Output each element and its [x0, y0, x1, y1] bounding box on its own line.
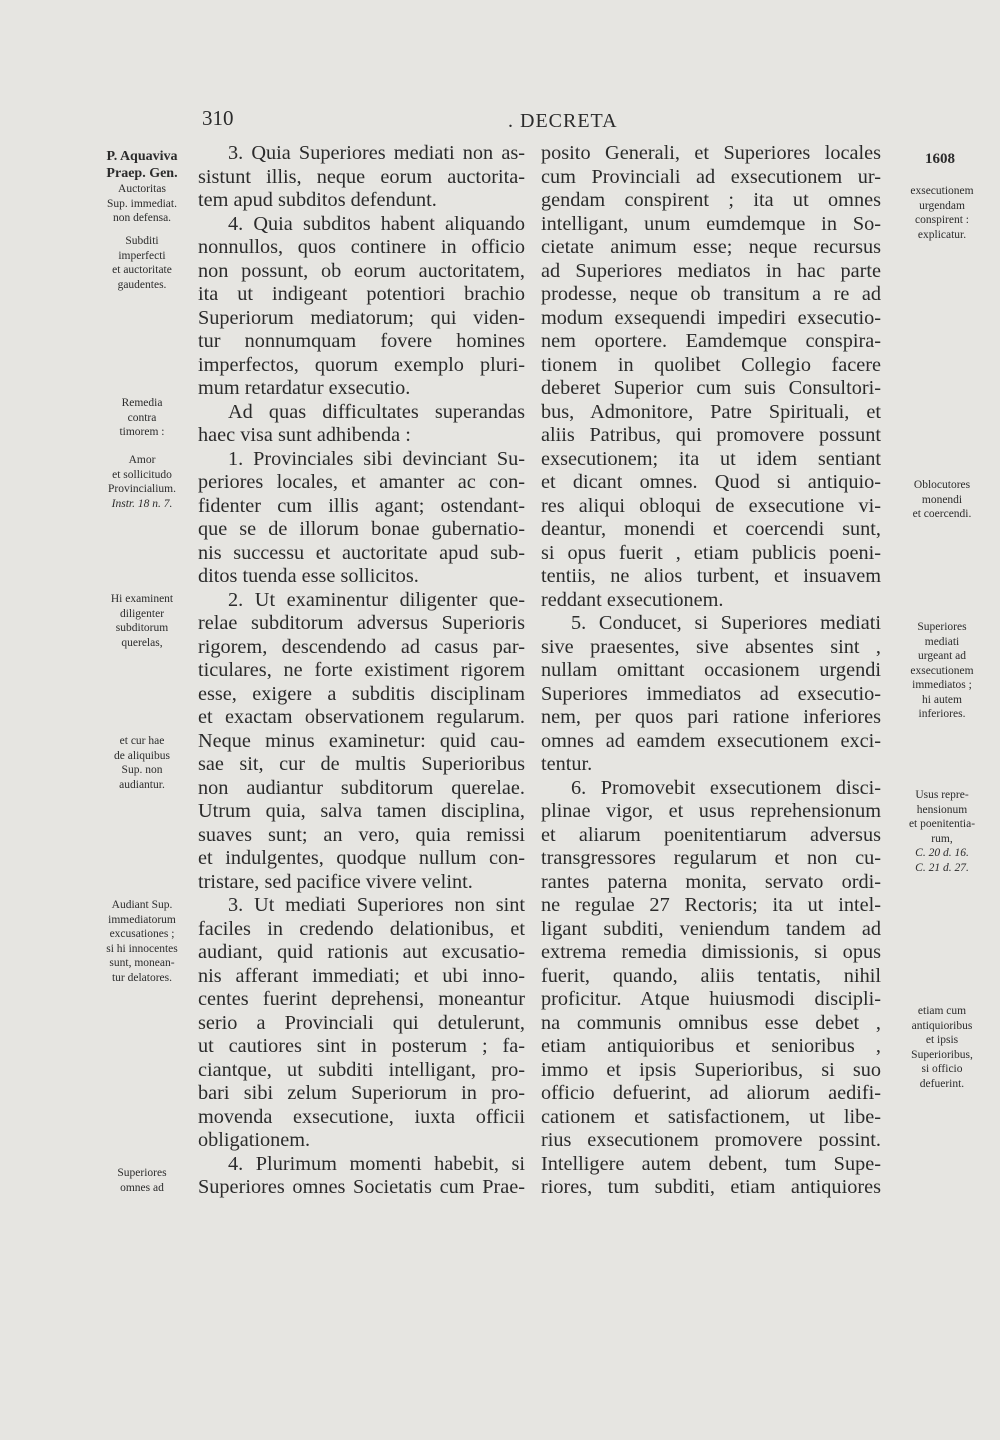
text-line: obligationem. [198, 1129, 311, 1151]
margin-note [896, 1004, 988, 1091]
margin-note-line: etiam cum [917, 1005, 967, 1017]
author-line: P. Aquaviva [106, 149, 178, 164]
margin-note-line: et coercendi. [912, 508, 972, 520]
margin-note-line: excusationes ; [109, 928, 175, 940]
text-line: 1. Provinciales sibi devinciant Su- [228, 447, 525, 470]
text-line: tentur. [541, 753, 593, 775]
text-line: ita ut indigeant potentiori brachio [198, 283, 525, 305]
margin-note-line: Subditi [125, 235, 159, 247]
margin-note-line: timorem : [119, 426, 165, 438]
margin-note [97, 396, 187, 440]
margin-note-line: de aliquibus [114, 749, 170, 762]
margin-note [896, 184, 988, 242]
year-sidenote: 1608 [925, 151, 955, 167]
margin-note-line: hensionum [916, 803, 968, 816]
text-line: ad Superiores mediatos in hac parte [541, 259, 881, 282]
margin-note-line: diligenter [119, 607, 165, 620]
text-line: suaves sunt; an vero, quia remissi [198, 823, 525, 846]
margin-note [896, 620, 988, 722]
author-line: Praep. Gen. [106, 166, 178, 181]
margin-note-line: Hi examinent [110, 593, 174, 605]
text-line: et indulgentes, quodque nullum con- [198, 847, 525, 869]
text-line: tentiis, ne alios turbent, et insuavem [541, 565, 881, 587]
text-column-right [541, 142, 881, 1200]
text-line: ut cautiores sint in posterum ; fa- [198, 1035, 525, 1057]
text-line: rantes paterna monita, servato ordi- [541, 870, 881, 893]
margin-note-line: exsecutionem [910, 185, 974, 197]
margin-note-line: Usus repre- [915, 789, 969, 801]
text-line: posito Generali, et Superiores locales [541, 142, 881, 164]
text-line: bari sibi zelum Superiorum in pro- [198, 1082, 525, 1104]
text-line: exsecutionem; ita ut idem sentiant [541, 447, 881, 470]
text-line: si opus fuerit , etiam publicis poeni- [541, 541, 881, 564]
text-line: movenda exsecutione, iuxta officii [198, 1105, 525, 1128]
margin-note [896, 478, 988, 522]
text-line: imperfectos, quorum exemplo pluri- [198, 353, 525, 376]
text-line: proficitur. Atque huiusmodi discipli- [541, 988, 881, 1010]
text-line: prodesse, neque ob transitum a re ad [541, 283, 881, 305]
margin-note-line: si hi innocentes [106, 942, 178, 955]
text-line: faciles in credendo delationibus, et [198, 917, 525, 940]
margin-note-line: et cur hae [119, 735, 165, 747]
margin-note-line: exsecutionem [910, 664, 974, 677]
text-line: omnes ad eamdem exsecutionem exci- [541, 729, 881, 752]
margin-note-line: Provincialium. [107, 483, 177, 495]
margin-note [97, 592, 187, 650]
margin-note-line: si officio [921, 1063, 963, 1075]
margin-note-line: gaudentes. [117, 278, 167, 291]
margin-note [97, 453, 187, 511]
margin-note-line: conspirent : [915, 214, 969, 226]
margin-note-line: et poenitentia- [908, 818, 976, 830]
text-line: nonnullos, quos continere in officio [198, 236, 525, 258]
margin-note-line: C. 20 d. 16. [915, 847, 969, 859]
margin-note-line: mediati [924, 635, 960, 648]
text-line: 3. Quia Superiores mediati non as- [228, 142, 525, 164]
text-line: cationem et satisfactionem, ut libe- [541, 1105, 881, 1128]
text-line: Superiores omnes Societatis cum Prae- [198, 1176, 525, 1198]
margin-note-line: inferiores. [918, 708, 966, 720]
page-number: 310 [202, 106, 234, 130]
margin-note-line: immediatos ; [912, 679, 972, 691]
text-line: bus, Admonitore, Patre Spirituali, et [541, 400, 881, 423]
margin-note-line: contra [127, 411, 157, 424]
margin-note-line: Sup. immediat. [107, 197, 177, 210]
margin-note-line: sunt, monean- [109, 957, 175, 969]
text-line: immo et ipsis Superioribus, si suo [541, 1058, 881, 1081]
text-line: Utrum quia, salva tamen disciplina, [198, 800, 525, 822]
text-line: tristare, sed pacifice vivere velint. [198, 870, 473, 893]
text-line: ticulares, ne forte existiment rigorem [198, 659, 525, 681]
margin-note-line: urgendam [919, 199, 965, 212]
text-line: plinae vigor, et usus reprehensionum [541, 800, 881, 822]
text-line: ditos tuenda esse sollicitos. [198, 565, 419, 587]
text-line: audiant, quid rationis aut excusatio- [198, 941, 525, 963]
text-line: rigorem, descendendo ad casus par- [198, 635, 525, 658]
margin-note [97, 182, 187, 226]
margin-note-line: explicatur. [917, 228, 967, 241]
margin-note-line: immediatorum [108, 913, 176, 926]
margin-note-line: imperfecti [118, 249, 166, 262]
text-line: non possunt, ob eorum auctoritatem, [198, 259, 525, 282]
text-line: riores, tum subditi, etiam antiquiores [541, 1176, 881, 1198]
text-line: nem oportere. Eamdemque conspira- [541, 330, 881, 352]
text-line: Ad quas difficultates superandas [228, 400, 525, 423]
text-line: centes fuerint deprehensi, moneantur [198, 988, 525, 1010]
text-line: intelligant, unum eumdemque in So- [541, 212, 881, 235]
text-line: ciantque, ut subditi intelligant, pro- [198, 1058, 525, 1081]
margin-note-line: urgeant ad [917, 650, 966, 662]
text-line: mum retardatur exsecutio. [198, 377, 411, 399]
text-line: rius exsecutionem promovere possint. [541, 1129, 881, 1151]
text-line: reddant exsecutionem. [541, 588, 724, 611]
text-line: Intelligere autem debent, tum Supe- [541, 1152, 881, 1175]
margin-note-line: Superioribus, [911, 1048, 973, 1061]
text-line: periores locales, et amanter ac con- [198, 471, 525, 493]
text-line: nullam omittant occasionem urgendi [541, 659, 881, 681]
text-line: fidenter cum illis agant; ostendant- [198, 494, 525, 517]
text-column-left [198, 142, 525, 1200]
text-line: Neque minus examinetur: quid cau- [198, 729, 525, 752]
margin-note-line: Audiant Sup. [111, 899, 173, 911]
text-line: sae sit, cur de multis Superioribus [198, 753, 525, 775]
margin-note-line: Instr. 18 n. 7. [111, 497, 173, 510]
text-line: haec visa sunt adhibenda : [198, 424, 411, 446]
text-line: deantur, monendi et coercendi sunt, [541, 518, 881, 540]
author-sidenote [97, 148, 187, 182]
margin-note-line: Superiores [117, 1167, 167, 1179]
text-line: ne regulae 27 Rectoris; ita ut intel- [541, 894, 881, 916]
margin-note [97, 1166, 187, 1195]
margin-note-line: Auctoritas [118, 183, 166, 195]
margin-note-line: non defensa. [112, 212, 172, 224]
margin-note-line: querelas, [121, 636, 163, 649]
text-line: et aliarum poenitentiarum adversus [541, 823, 881, 846]
text-line: relae subditorum adversus Superioris [198, 612, 525, 634]
text-line: 4. Plurimum momenti habebit, si [228, 1152, 525, 1175]
text-line: non audiantur subditorum querelae. [198, 776, 525, 799]
text-line: 2. Ut examinentur diligenter que- [228, 588, 525, 611]
text-line: sive praesentes, sive absentes sint , [541, 635, 881, 658]
margin-note-line: rum, [931, 832, 953, 845]
text-line: tem apud subditos defendunt. [198, 189, 437, 211]
margin-note-line: monendi [921, 493, 963, 506]
margin-note-line: Oblocutores [913, 479, 971, 491]
text-line: officio defuerint, ad aliorum aedifi- [541, 1082, 881, 1104]
margin-note-line: audiantur. [119, 778, 165, 791]
text-line: etiam antiquioribus et senioribus , [541, 1035, 881, 1057]
margin-note [97, 734, 187, 792]
text-line: nis successu et auctoritate apud sub- [198, 541, 525, 564]
text-line: 5. Conducet, si Superiores mediati [571, 612, 881, 634]
margin-note-line: Remedia [121, 397, 163, 409]
margin-note-line: Sup. non [121, 764, 163, 776]
text-line: et dicant omnes. Quod si antiquio- [541, 471, 881, 493]
margin-note-line: antiquioribus [911, 1019, 973, 1032]
text-line: tur nonnumquam fovere homines [198, 330, 525, 352]
margin-note-line: C. 21 d. 27. [915, 861, 969, 874]
text-line: na communis omnibus esse debet , [541, 1011, 881, 1034]
text-line: nis afferant immediati; et ubi inno- [198, 964, 525, 987]
text-line: 4. Quia subditos habent aliquando [228, 212, 525, 235]
text-line: nem, per quos pari ratione inferiores [541, 706, 881, 728]
margin-note-line: et auctoritate [112, 264, 172, 276]
text-line: tionem in quolibet Collegio facere [541, 353, 881, 376]
margin-note-line: et ipsis [925, 1034, 959, 1046]
margin-note [97, 234, 187, 292]
text-line: esse, exigere a subditis disciplinam [198, 682, 525, 705]
text-line: que se de illorum bonae gubernatio- [198, 518, 525, 540]
text-line: extrema remedia dimissionis, si opus [541, 941, 881, 963]
margin-note-line: Superiores [917, 621, 967, 633]
margin-note-line: et sollicitudo [112, 468, 172, 481]
text-line: cum Provinciali ad exsecutionem ur- [541, 165, 881, 188]
margin-note-line: hi autem [922, 693, 962, 706]
text-line: 3. Ut mediati Superiores non sint [228, 894, 525, 916]
text-line: et exactam observationem regularum. [198, 706, 525, 728]
margin-note-line: defuerint. [919, 1077, 965, 1090]
text-line: Superiorum mediatorum; qui viden- [198, 306, 525, 329]
text-line: sistunt illis, neque eorum auctorita- [198, 165, 525, 188]
margin-note [896, 788, 988, 875]
margin-note-line: subditorum [115, 622, 169, 634]
text-line: 6. Promovebit exsecutionem disci- [571, 776, 881, 799]
text-line: transgressores regularum et non cu- [541, 847, 881, 869]
text-line: aliis Patribus, qui promovere possunt [541, 424, 881, 446]
margin-note-line: omnes ad [120, 1181, 164, 1194]
text-line: Superiores immediatos ad exsecutio- [541, 682, 881, 705]
text-line: ligant subditi, veniendum tandem ad [541, 917, 881, 940]
text-line: res aliqui obloqui de exsecutione vi- [541, 494, 881, 517]
text-line: gendam conspirent ; ita ut omnes [541, 189, 881, 211]
text-line: deberet Superior cum suis Consultori- [541, 377, 881, 399]
margin-note-line: Amor [128, 454, 156, 466]
text-line: fuerit, quando, aliis tentatis, nihil [541, 964, 881, 987]
margin-note [97, 898, 187, 985]
text-line: modum exsequendi impediri exsecutio- [541, 306, 881, 329]
margin-note-line: tur delatores. [111, 971, 173, 984]
running-head: . DECRETA [508, 110, 618, 132]
text-line: serio a Provinciali qui detulerunt, [198, 1011, 525, 1034]
text-line: cietate animum esse; neque recursus [541, 236, 881, 258]
